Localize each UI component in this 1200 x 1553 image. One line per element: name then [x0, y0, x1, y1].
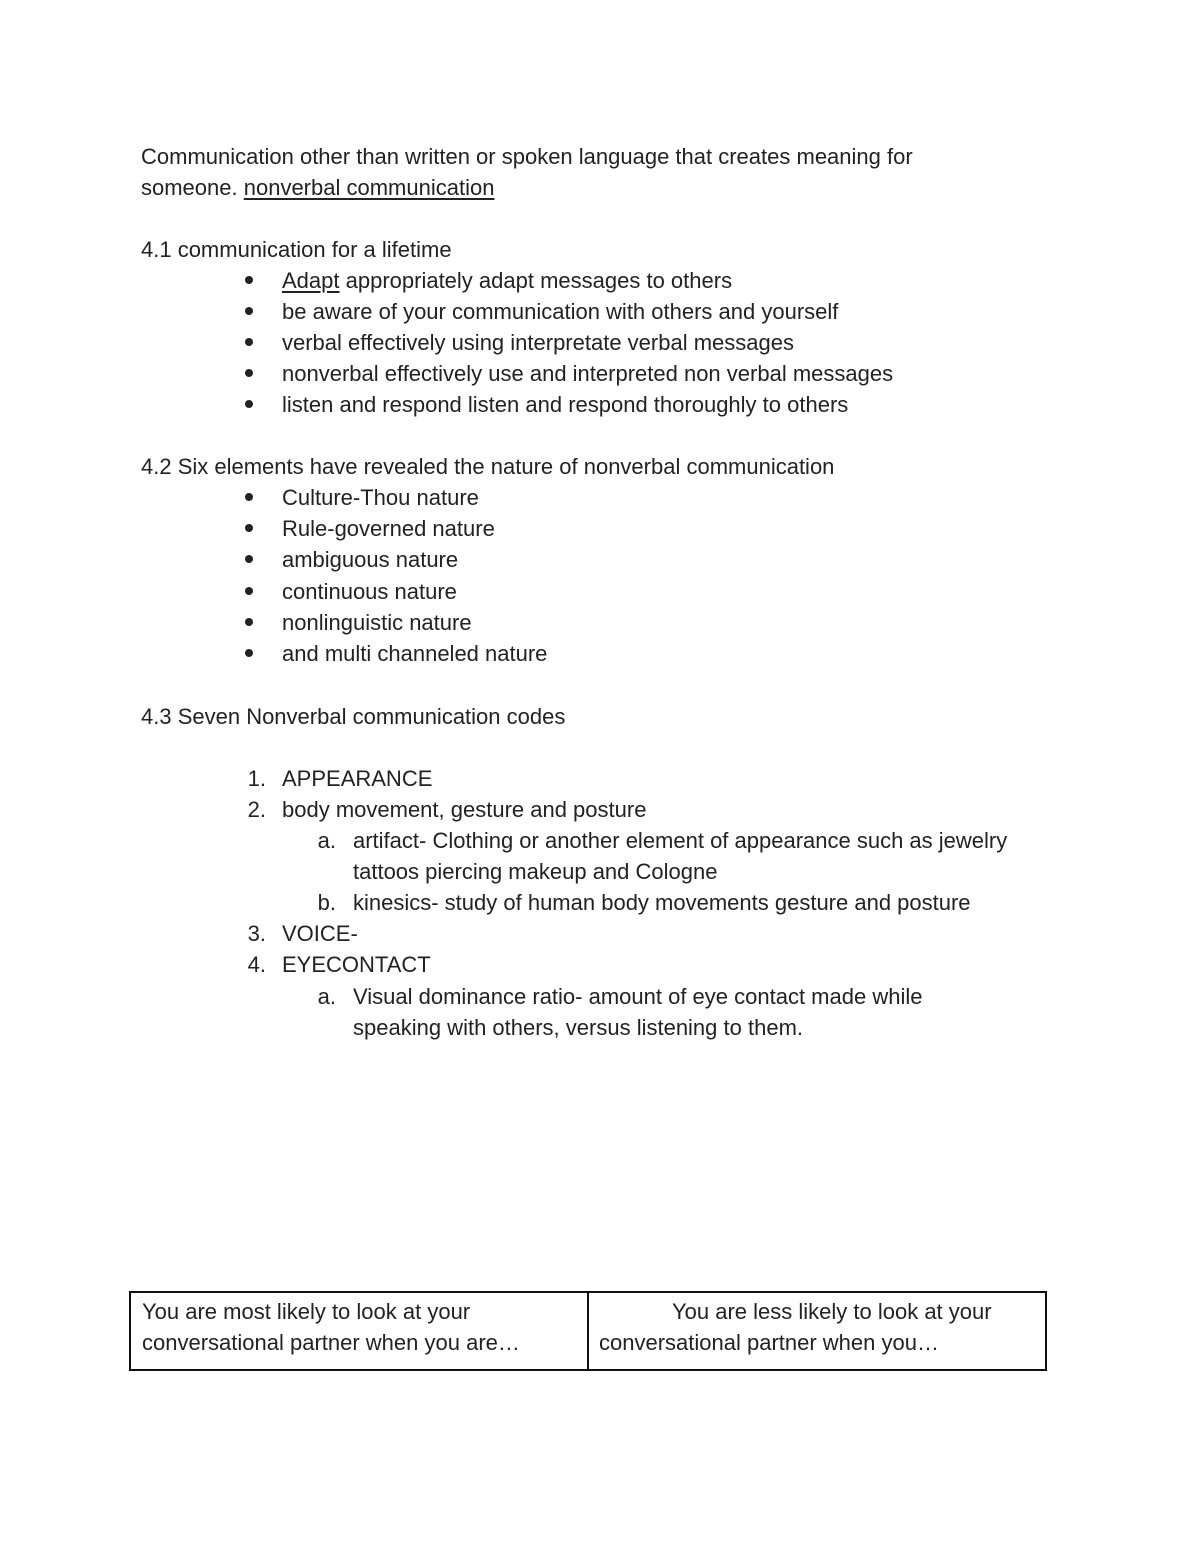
list-number: 3. [247, 921, 266, 946]
section-4-3-heading: 4.3 Seven Nonverbal communication codes [141, 704, 566, 729]
list-item: kinesics- study of human body movements gesture and posture [353, 890, 971, 915]
intro-line-2-prefix: someone. [141, 175, 244, 200]
bullet-icon [245, 276, 253, 284]
definition-term: nonverbal communication [243, 175, 495, 200]
bullet-icon [245, 400, 253, 408]
list-item: nonlinguistic nature [282, 610, 472, 635]
table-row [130, 1292, 1046, 1370]
list-item-continuation: speaking with others, versus listening to them. [353, 1015, 804, 1040]
intro-line-2 [141, 172, 494, 203]
bullet-icon [245, 493, 253, 501]
list-item: Rule-governed nature [282, 516, 495, 541]
list-item-term: Adapt [282, 268, 340, 293]
list-number: 4. [247, 952, 266, 977]
list-item: body movement, gesture and posture [282, 797, 647, 822]
table-cell-left-line-2: conversational partner when you are… [142, 1330, 520, 1355]
section-4-1-heading: 4.1 communication for a lifetime [141, 237, 452, 262]
eye-contact-table [129, 1291, 1047, 1371]
list-number: 2. [247, 797, 266, 822]
bullet-icon [245, 338, 253, 346]
list-item: Visual dominance ratio- amount of eye contact made while [353, 984, 923, 1009]
list-item: artifact- Clothing or another element of appearance such as jewelry [353, 828, 1008, 853]
section-4-2-heading: 4.2 Six elements have revealed the nature of nonverbal communication [141, 454, 835, 479]
list-item: ambiguous nature [282, 547, 459, 572]
list-item-continuation: tattoos piercing makeup and Cologne [353, 859, 718, 884]
list-item: VOICE- [282, 921, 358, 946]
bullet-icon [245, 618, 253, 626]
list-item [282, 265, 732, 296]
list-item: listen and respond listen and respond thoroughly to others [282, 392, 849, 417]
list-item-text: appropriately adapt messages to others [339, 268, 733, 293]
list-item: be aware of your communication with others and yourself [282, 299, 839, 324]
bullet-icon [245, 555, 253, 563]
list-letter: a. [317, 984, 336, 1009]
table-cell-right [588, 1292, 1046, 1370]
list-letter: a. [317, 828, 336, 853]
table-cell-right-line-2: conversational partner when you… [599, 1330, 939, 1355]
list-item: EYECONTACT [282, 952, 431, 977]
bullet-icon [245, 587, 253, 595]
bullet-icon [245, 524, 253, 532]
table-cell-right-line-1 [599, 1296, 1035, 1327]
list-item: APPEARANCE [282, 766, 433, 791]
bullet-icon [245, 649, 253, 657]
bullet-icon [245, 369, 253, 377]
table-cell-right-text-1: You are less likely to look at your [672, 1299, 992, 1324]
list-item: continuous nature [282, 579, 457, 604]
table-cell-left [130, 1292, 588, 1370]
list-number: 1. [247, 766, 266, 791]
list-item: nonverbal effectively use and interpreted non verbal messages [282, 361, 894, 386]
table-cell-left-line-1: You are most likely to look at your [142, 1299, 471, 1324]
bullet-icon [245, 307, 253, 315]
intro-line-1: Communication other than written or spoken language that creates meaning for [141, 144, 913, 169]
list-letter: b. [317, 890, 336, 915]
list-item: Culture-Thou nature [282, 485, 479, 510]
list-item: and multi channeled nature [282, 641, 548, 666]
list-item: verbal effectively using interpretate verbal messages [282, 330, 794, 355]
